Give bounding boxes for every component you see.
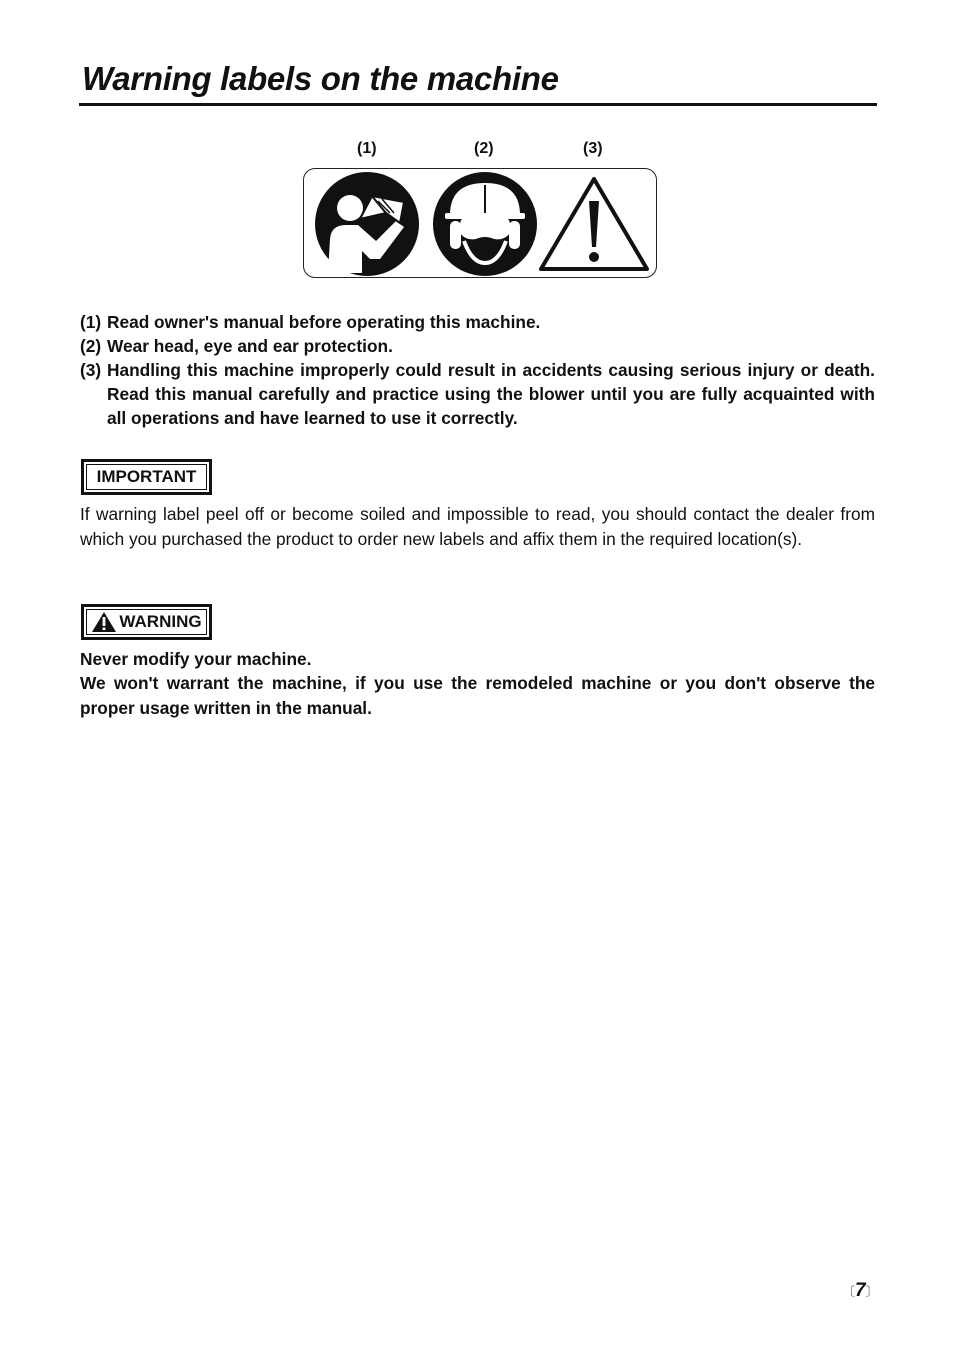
important-box: [81, 459, 212, 495]
list-item: [80, 334, 875, 358]
item-number: (3): [80, 360, 102, 380]
warning-label-panel: [303, 168, 657, 278]
item-number: (2): [80, 336, 102, 356]
read-manual-icon: [315, 172, 419, 276]
warning-triangle-icon: [541, 179, 647, 269]
warning-box: [81, 604, 212, 640]
label-descriptions: [80, 310, 875, 430]
warning-text-2: We won't warrant the machine, if you use the remodeled machine or you don't observe the proper usage written in the manual.: [80, 673, 875, 718]
list-item: [80, 358, 875, 430]
warning-text-1: Never modify your machine.: [80, 649, 312, 669]
label-number-1: (1): [357, 140, 377, 157]
title-rule: [79, 103, 877, 106]
warning-triangle-small-icon: [91, 611, 117, 633]
important-text: If warning label peel off or become soiled and impossible to read, you should contact the dealer from which you purchased the product to order new labels and affix them in the required location(s).: [80, 504, 875, 549]
item-number: (1): [80, 312, 102, 332]
page-number: 〔7〕: [842, 1280, 879, 1301]
head-eye-ear-protection-icon: [433, 172, 537, 276]
item-text: Wear head, eye and ear protection.: [107, 336, 393, 356]
warning-label: WARNING: [119, 612, 202, 631]
label-number-3: (3): [583, 140, 603, 157]
page-title: Warning labels on the machine: [82, 60, 559, 97]
label-number-2: (2): [474, 140, 494, 157]
list-item: [80, 310, 875, 334]
item-text: Handling this machine improperly could result in accidents causing serious injury or death. Read this manual carefully and practice using the blower until you are fully acquainted with all operations and have learned to use it correctly.: [107, 360, 875, 428]
item-text: Read owner's manual before operating this machine.: [107, 312, 541, 332]
important-label: IMPORTANT: [96, 467, 197, 486]
